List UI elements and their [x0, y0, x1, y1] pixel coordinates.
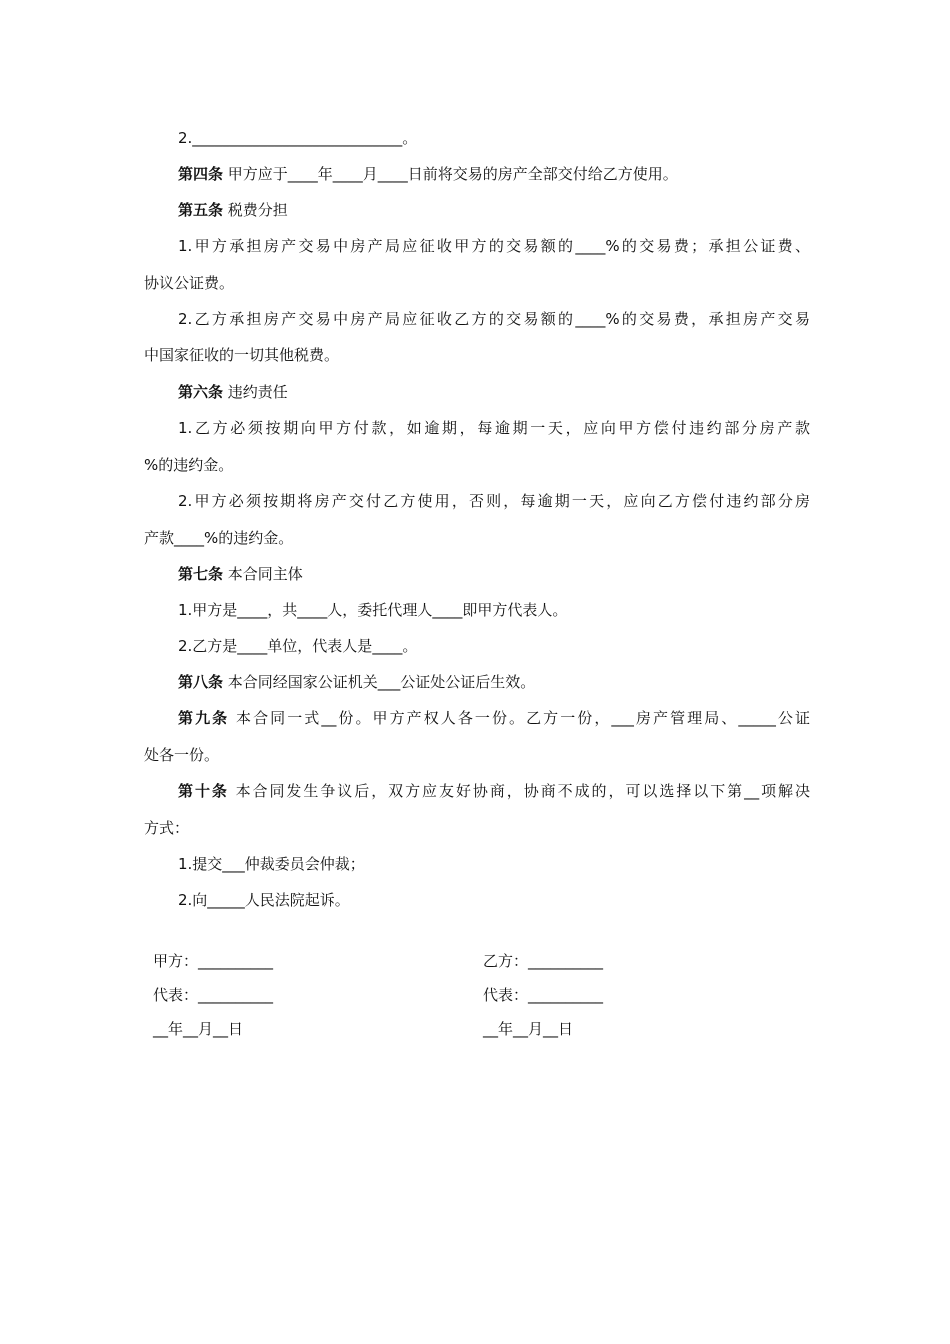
line-text: 处各一份。	[144, 746, 220, 764]
clause-7-item-2	[178, 636, 810, 656]
line-text: 甲方应于____年____月____日前将交易的房产全部交付给乙方使用。	[223, 165, 678, 183]
line-text: 本合同经国家公证机关___公证处公证后生效。	[223, 673, 536, 691]
line-text: 2.乙方承担房产交易中房产局应征收乙方的交易额的____%的交易费，承担房产交易	[178, 310, 810, 328]
line-text: %的违约金。	[144, 456, 234, 474]
line-text: 1.提交___仲裁委员会仲裁；	[178, 855, 365, 873]
line-text: 2.____________________________。	[178, 129, 418, 147]
clause-6-item-2-cont	[144, 528, 810, 548]
clause-5-item-2-cont	[144, 345, 810, 365]
party-b-date-line: __年__月__日	[483, 1020, 574, 1038]
line-text: 税费分担	[223, 201, 288, 219]
clause-label: 第十条	[178, 782, 229, 800]
party-a-date-line: __年__月__日	[153, 1020, 244, 1038]
clause-10-item-2	[178, 890, 810, 910]
clause-6-item-2	[178, 491, 810, 511]
line-text: 1.甲方是____，共____人，委托代理人____即甲方代表人。	[178, 601, 568, 619]
clause-5-item-2	[178, 309, 810, 329]
clause-label: 第九条	[178, 709, 230, 727]
clause-10	[178, 781, 810, 801]
clause-5-heading	[178, 200, 810, 220]
party-a-signature-line: 甲方：__________	[153, 952, 274, 970]
line-text: 中国家征收的一切其他税费。	[144, 346, 340, 364]
clause-6-heading	[178, 382, 810, 402]
party-a-representative-line: 代表：__________	[153, 986, 274, 1004]
line-text: 本合同主体	[223, 565, 303, 583]
clause-5-item-1	[178, 236, 810, 256]
line-text: 本合同一式__份。甲方产权人各一份。乙方一份，___房产管理局、_____公证	[229, 709, 810, 727]
line-text: 2.乙方是____单位，代表人是____。	[178, 637, 418, 655]
line-text: 2.甲方必须按期将房产交付乙方使用，否则，每逾期一天，应向乙方偿付违约部分房	[178, 492, 810, 510]
line-text: 2.向_____人民法院起诉。	[178, 891, 350, 909]
line-text: 1.甲方承担房产交易中房产局应征收甲方的交易额的____%的交易费；承担公证费、	[178, 237, 810, 255]
clause-label: 第五条	[178, 201, 224, 219]
clause-8	[178, 672, 810, 692]
clause-10-cont	[144, 818, 810, 838]
line-text: 产款____%的违约金。	[144, 529, 294, 547]
clause-label: 第四条	[178, 165, 224, 183]
clause-5-item-1-cont	[144, 273, 810, 293]
line-text: 1.乙方必须按期向甲方付款，如逾期，每逾期一天，应向甲方偿付违约部分房产款	[178, 419, 810, 437]
line-text: 违约责任	[223, 383, 288, 401]
party-b-signature-line: 乙方：__________	[483, 952, 604, 970]
clause-7-heading	[178, 564, 810, 584]
clause-7-item-1	[178, 600, 810, 620]
clause-9	[178, 708, 810, 728]
line-text: 协议公证费。	[144, 274, 235, 292]
clause-label: 第七条	[178, 565, 224, 583]
clause-10-item-1	[178, 854, 810, 874]
clause-3-item-2	[178, 128, 810, 148]
line-text: 方式：	[144, 819, 190, 837]
line-text: 本合同发生争议后，双方应友好协商，协商不成的，可以选择以下第__项解决	[228, 782, 810, 800]
clause-6-item-1	[178, 418, 810, 438]
clause-6-item-1-cont	[144, 455, 810, 475]
party-b-representative-line: 代表：__________	[483, 986, 604, 1004]
clause-9-cont	[144, 745, 810, 765]
clause-4	[178, 164, 810, 184]
clause-label: 第六条	[178, 383, 224, 401]
clause-label: 第八条	[178, 673, 224, 691]
